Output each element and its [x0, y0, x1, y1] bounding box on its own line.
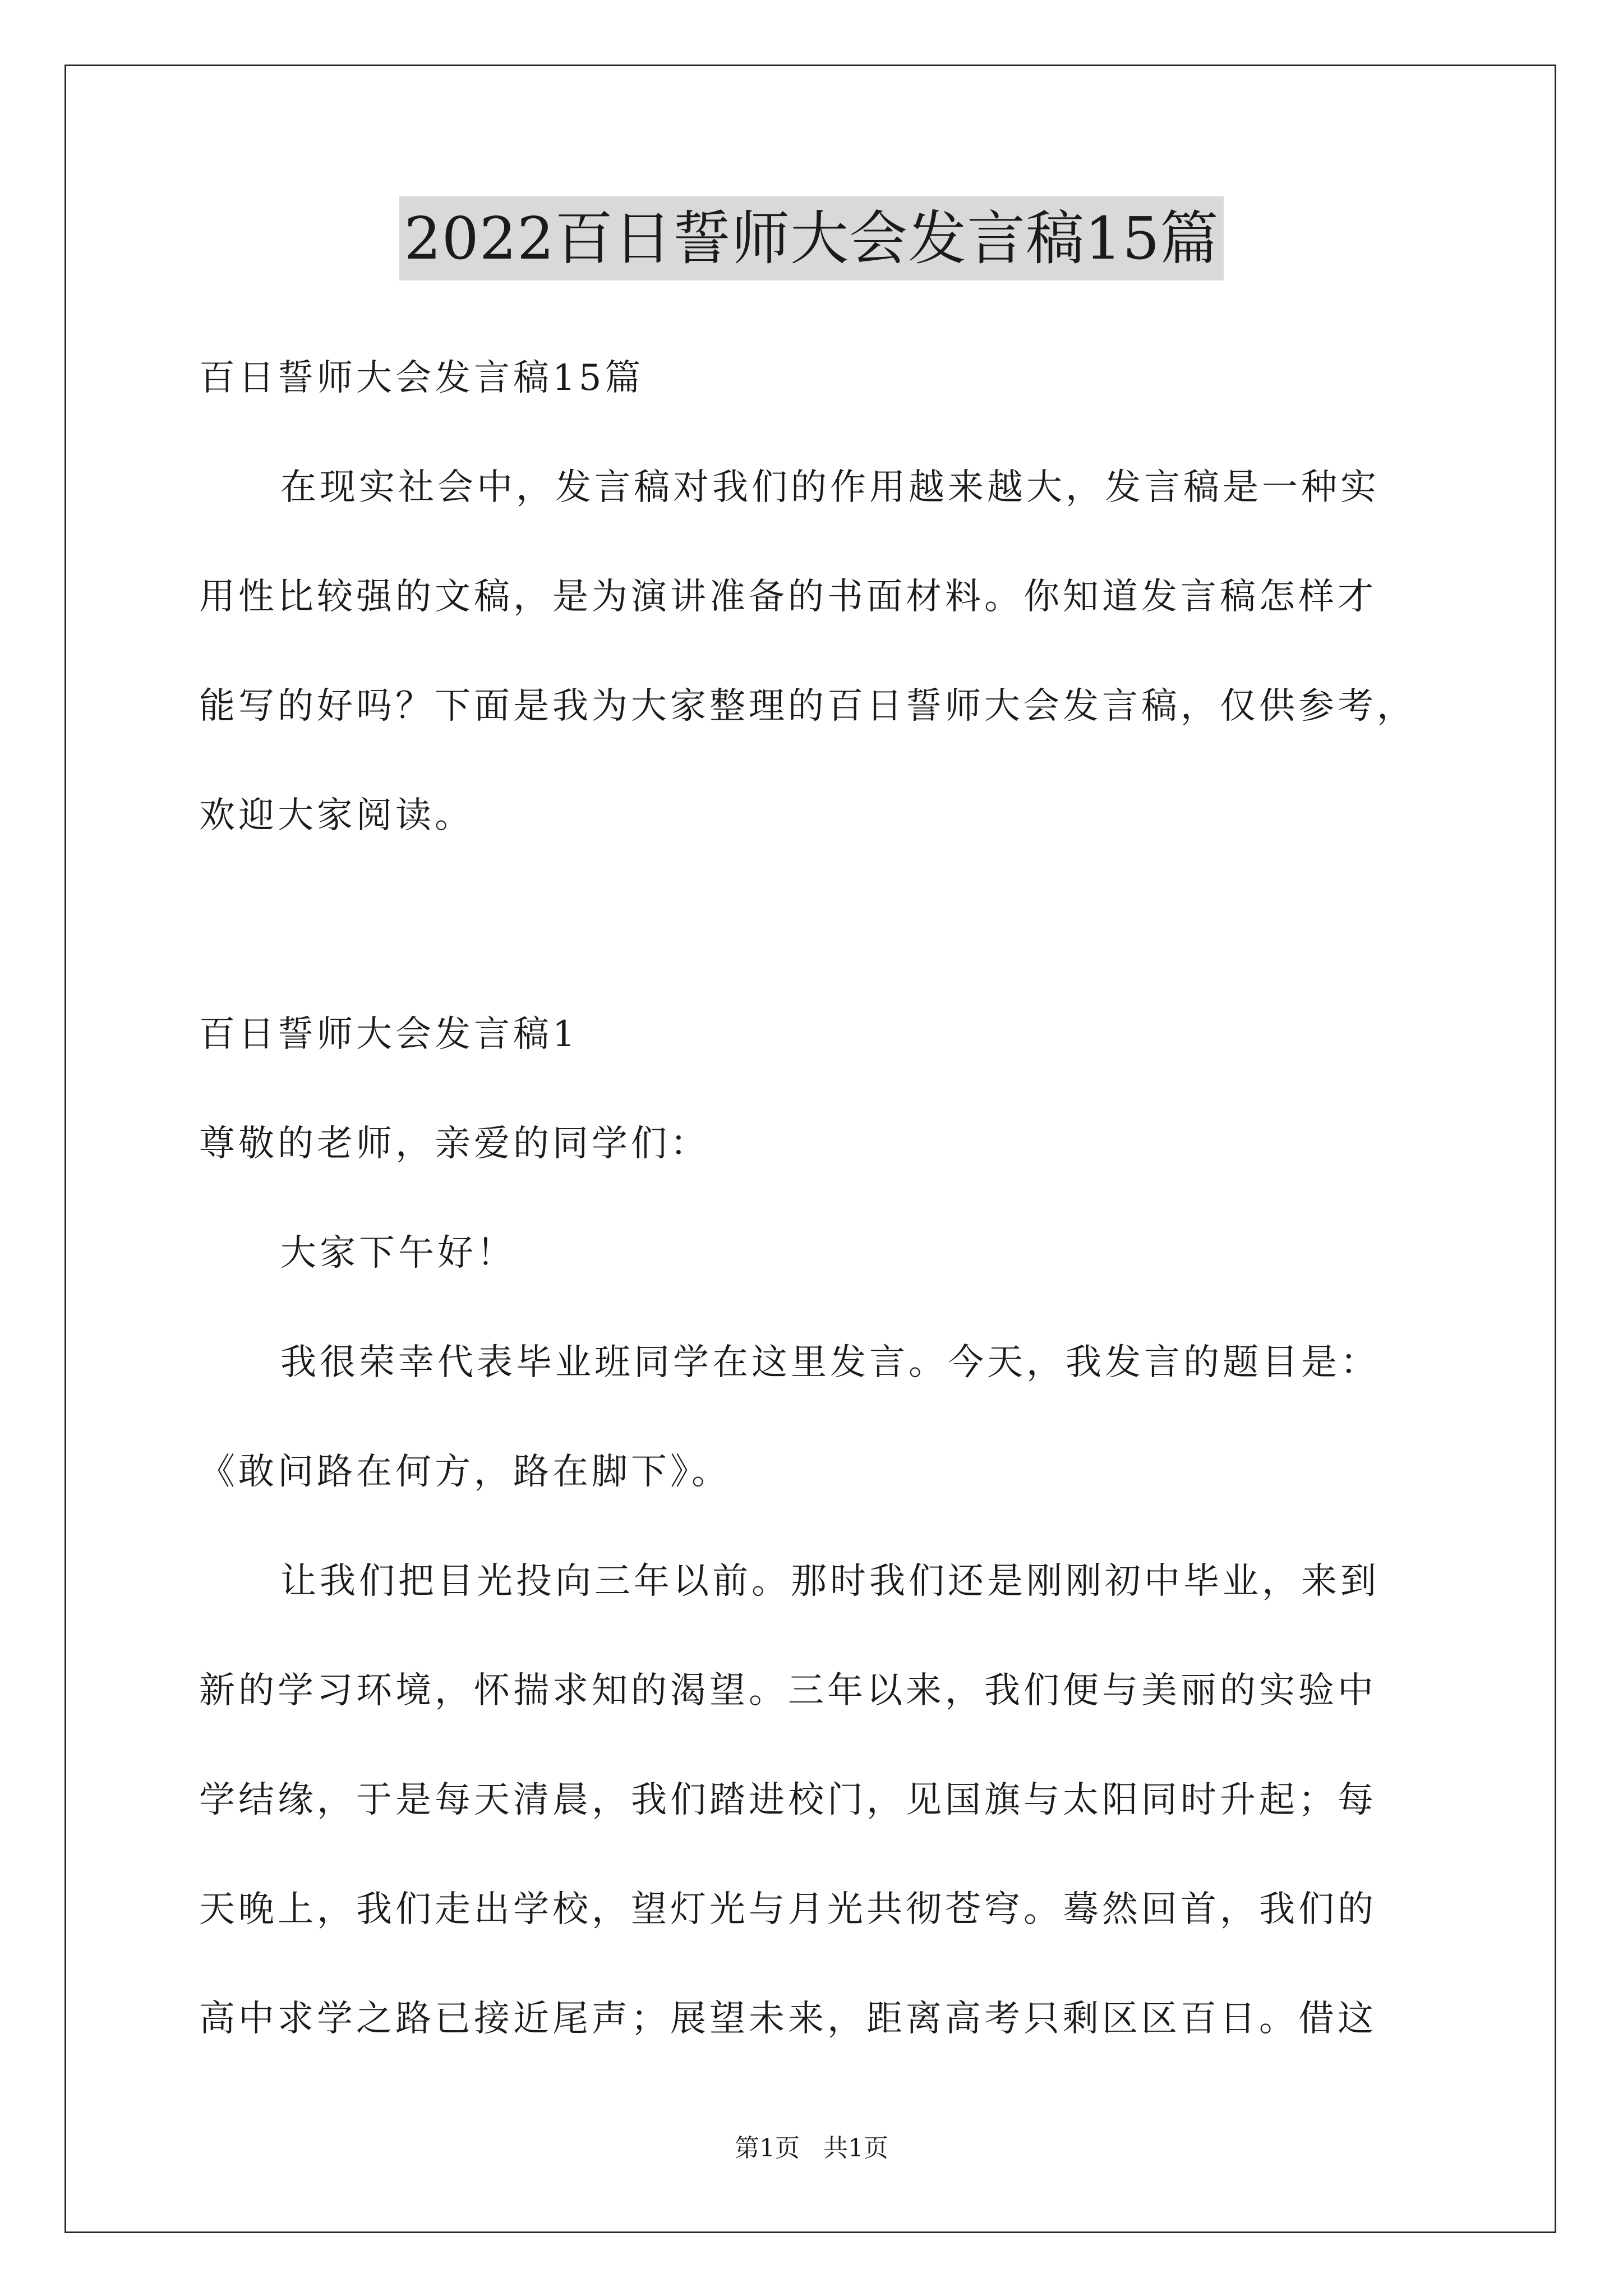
document-title: 2022百日誓师大会发言稿15篇 [399, 196, 1223, 280]
intro-line-3: 能写的好吗？下面是我为大家整理的百日誓师大会发言稿，仅供参考， [199, 685, 1416, 727]
para2-line-1: 让我们把目光投向三年以前。那时我们还是刚刚初中毕业，来到 [280, 1561, 1380, 1602]
salutation: 尊敬的老师，亲爱的同学们： [199, 1123, 709, 1165]
para1-line-2: 《敢问路在何方，路在脚下》。 [199, 1451, 731, 1493]
title-container [0, 196, 1623, 280]
greeting: 大家下午好！ [280, 1232, 516, 1274]
para2-line-4: 天晚上，我们走出学校，望灯光与月光共彻苍穹。蓦然回首，我们的 [199, 1889, 1377, 1930]
para2-line-5: 高中求学之路已接近尾声；展望未来，距离高考只剩区区百日。借这 [199, 1998, 1377, 2040]
intro-line-1: 在现实社会中，发言稿对我们的作用越来越大，发言稿是一种实 [280, 467, 1380, 508]
intro-line-2: 用性比较强的文稿，是为演讲准备的书面材料。你知道发言稿怎样才 [199, 576, 1377, 618]
page-footer: 第1页 共1页 [735, 2134, 888, 2162]
section-heading: 百日誓师大会发言稿1 [199, 1014, 579, 1055]
subtitle: 百日誓师大会发言稿15篇 [199, 357, 644, 399]
para2-line-3: 学结缘，于是每天清晨，我们踏进校门，见国旗与太阳同时升起；每 [199, 1779, 1377, 1821]
para2-line-2: 新的学习环境，怀揣求知的渴望。三年以来，我们便与美丽的实验中 [199, 1670, 1377, 1711]
para1-line-1: 我很荣幸代表毕业班同学在这里发言。今天，我发言的题目是： [280, 1342, 1380, 1383]
intro-line-4: 欢迎大家阅读。 [199, 795, 474, 836]
